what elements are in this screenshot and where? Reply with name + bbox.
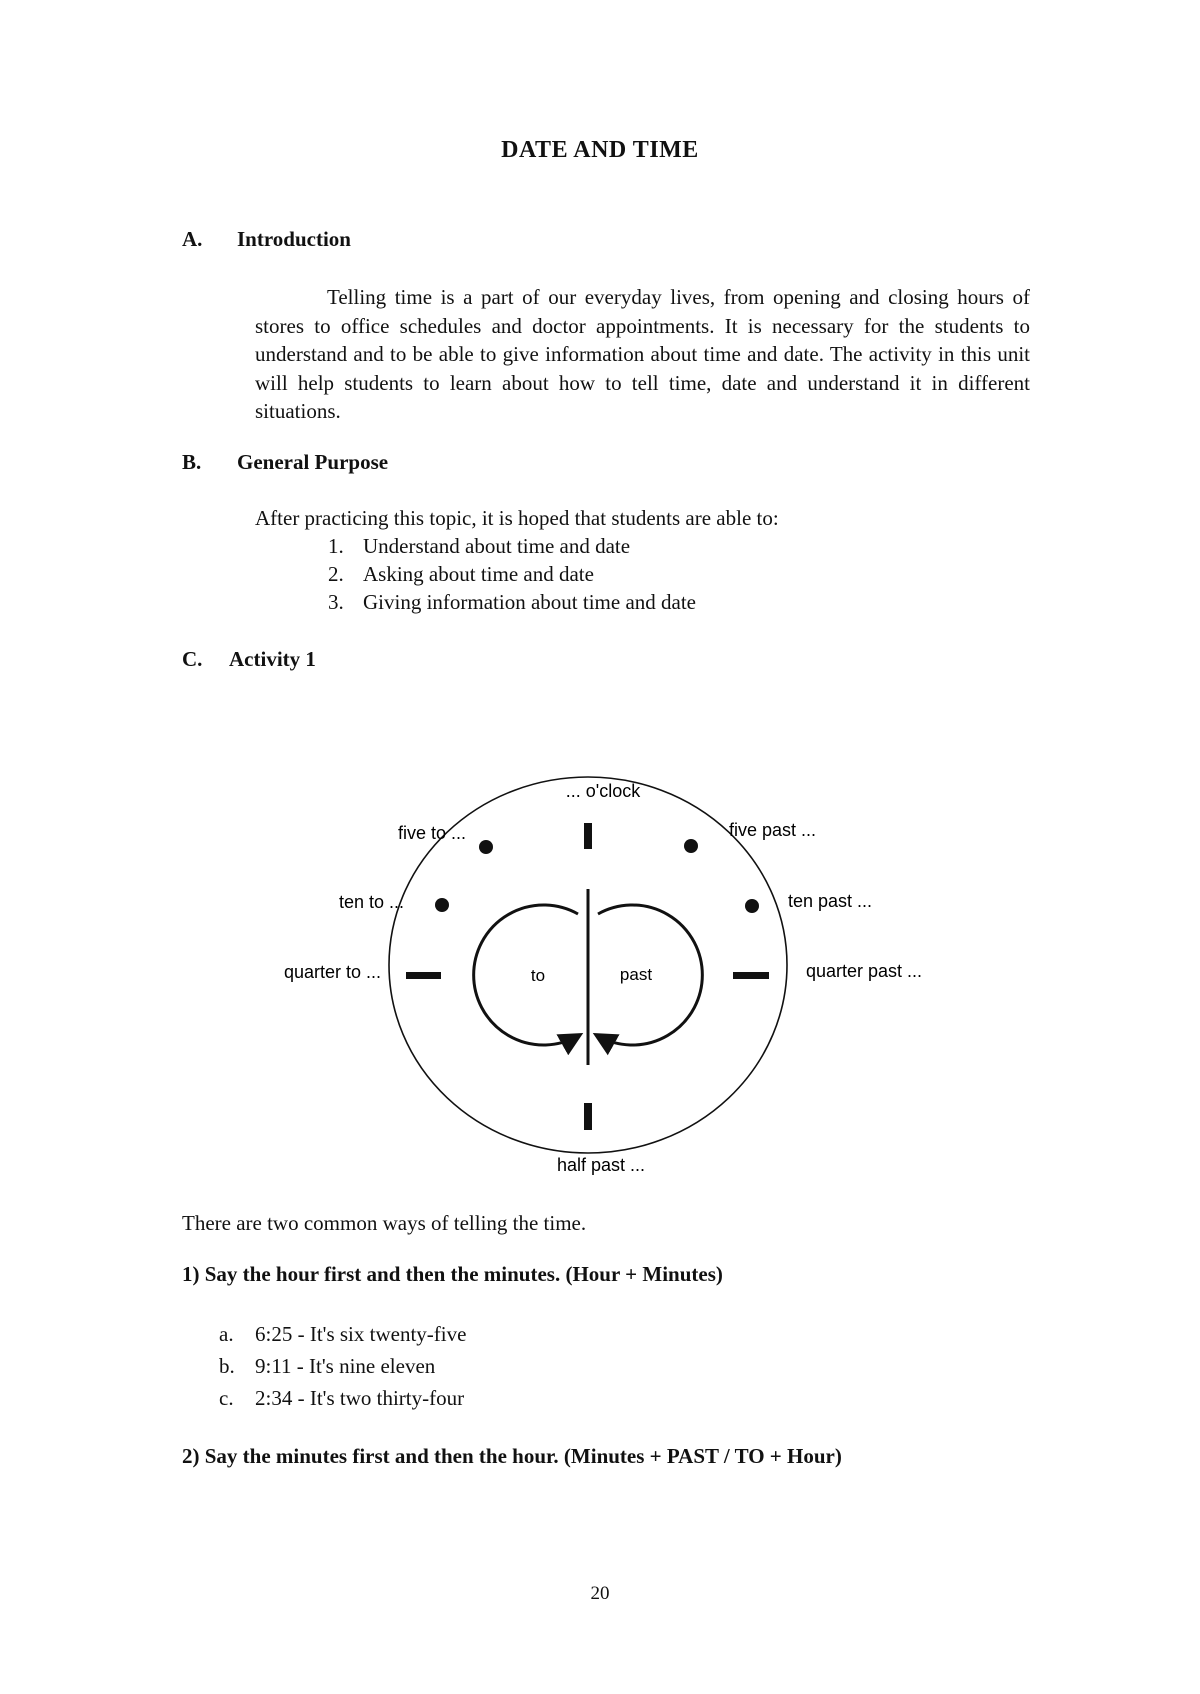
section-a-letter: A. [182, 227, 203, 251]
list-number: 1. [328, 534, 344, 558]
half-past-label: half past ... [556, 1155, 646, 1175]
example-text: 2:34 - It's two thirty-four [255, 1386, 465, 1410]
oclock-label: ... o'clock [565, 781, 641, 801]
example-letter: a. [219, 1322, 234, 1346]
half-past-tick [584, 1103, 592, 1130]
quarter-to-label: quarter to ... [283, 962, 381, 982]
quarter-to-tick [406, 972, 441, 979]
five-to-dot [479, 840, 493, 854]
example-item [219, 1318, 466, 1350]
list-number: 2. [328, 562, 344, 586]
example-text: 6:25 - It's six twenty-five [255, 1322, 467, 1346]
past-label: past [619, 965, 653, 984]
section-a-title: Introduction [237, 227, 351, 251]
ten-past-dot [745, 899, 759, 913]
page-number: 20 [590, 1583, 610, 1604]
five-past-label: five past ... [729, 820, 817, 840]
five-past-dot [684, 839, 698, 853]
list-text: Understand about time and date [363, 534, 631, 558]
ten-to-dot [435, 898, 449, 912]
list-text: Giving information about time and date [363, 590, 697, 614]
ten-to-label: ten to ... [338, 892, 404, 912]
twelve-oclock-tick [584, 823, 592, 849]
section-c-letter: C. [182, 647, 203, 671]
way-2-heading: 2) Say the minutes first and then the hour. (Minutes + PAST / TO + Hour) [182, 1444, 842, 1468]
page-title: DATE AND TIME [501, 137, 699, 163]
example-item [219, 1382, 466, 1414]
quarter-past-label: quarter past ... [806, 961, 923, 981]
five-to-label: five to ... [397, 823, 466, 843]
to-label: to [530, 966, 546, 985]
list-number: 3. [328, 590, 344, 614]
example-item [219, 1350, 466, 1382]
section-c-title: Activity 1 [229, 647, 316, 671]
section-b-title: General Purpose [237, 450, 389, 474]
ways-intro: There are two common ways of telling the time. [182, 1211, 587, 1235]
purpose-intro: After practicing this topic, it is hoped that students are able to: [255, 506, 779, 530]
introduction-text: Telling time is a part of our everyday lives, from opening and closing hours of stores to office schedules and doctor appointments. It is necessary for the students to understand and to be able to give information about time and date. The activity in this unit will help students to learn about how to tell time, date and understand it in different situations. [255, 285, 1030, 423]
section-b-letter: B. [182, 450, 202, 474]
example-text: 9:11 - It's nine eleven [255, 1354, 436, 1378]
example-letter: c. [219, 1386, 234, 1410]
example-letter: b. [219, 1354, 235, 1378]
ten-past-label: ten past ... [788, 891, 873, 911]
to-arrow [474, 905, 578, 1045]
way-1-heading: 1) Say the hour first and then the minutes. (Hour + Minutes) [182, 1262, 723, 1286]
way-1-examples [219, 1318, 466, 1414]
quarter-past-tick [733, 972, 769, 979]
list-text: Asking about time and date [363, 562, 594, 586]
